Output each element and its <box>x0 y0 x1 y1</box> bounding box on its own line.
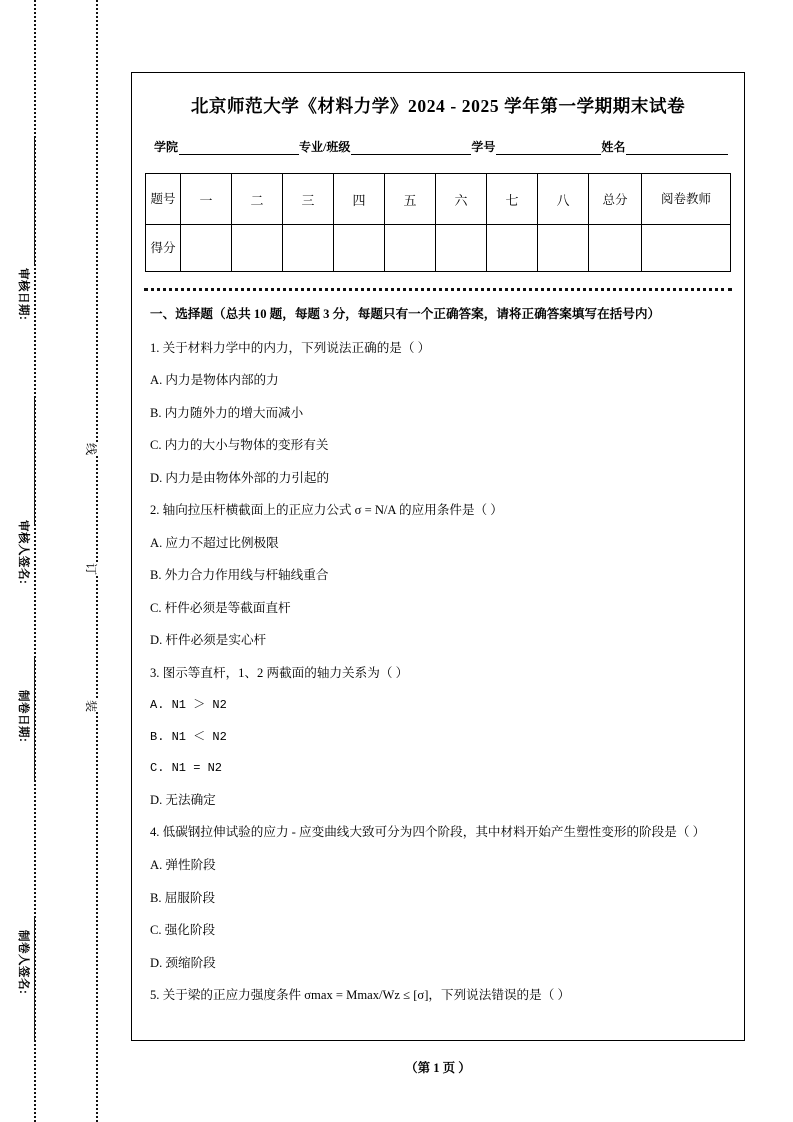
binding-margin <box>0 0 131 1122</box>
score-cell-6[interactable] <box>436 225 487 272</box>
question-2-option-c[interactable]: C. 杆件必须是等截面直杆 <box>150 600 291 615</box>
question-4-option-d[interactable]: D. 颈缩阶段 <box>150 955 216 970</box>
margin-rule-4 <box>34 916 35 1042</box>
section-divider <box>144 288 732 291</box>
section-heading-multiple-choice: 一、选择题（总共 10 题，每题 3 分，每题只有一个正确答案，请将正确答案填写在括号内） <box>150 307 661 321</box>
score-cell-8[interactable] <box>538 225 589 272</box>
score-cell-5[interactable] <box>385 225 436 272</box>
name-field[interactable] <box>626 141 728 155</box>
margin-label-compile-date: 制卷日期: <box>17 690 29 743</box>
exam-content <box>150 305 728 1006</box>
student-id-label: 学号 <box>471 140 496 154</box>
row-header-score: 得分 <box>146 225 181 272</box>
grading-teacher-cell[interactable] <box>642 225 731 272</box>
question-3-option-b[interactable]: B. N1 ＜ N2 <box>150 729 227 744</box>
margin-rule-1 <box>34 138 35 264</box>
table-row-question-numbers <box>146 174 731 225</box>
margin-label-review-date: 审核日期: <box>17 268 29 321</box>
question-col-8: 八 <box>538 174 589 225</box>
score-table <box>145 173 731 272</box>
college-label: 学院 <box>154 140 179 154</box>
table-row-scores <box>146 225 731 272</box>
page-title: 北京师范大学《材料力学》2024 - 2025 学年第一学期期末试卷 <box>190 96 686 116</box>
grading-teacher-header: 阅卷教师 <box>642 174 731 225</box>
total-score-cell[interactable] <box>589 225 642 272</box>
question-col-2: 二 <box>232 174 283 225</box>
question-1-option-c[interactable]: C. 内力的大小与物体的变形有关 <box>150 438 329 453</box>
margin-label-reviewer-signature: 审核人签名: <box>17 520 29 585</box>
question-1-option-d[interactable]: D. 内力是由物体外部的力引起的 <box>150 470 330 485</box>
question-4-option-c[interactable]: C. 强化阶段 <box>150 923 216 938</box>
question-2-stem: 2. 轴向拉压杆横截面上的正应力公式 σ = N/A 的应用条件是（ ） <box>150 503 503 518</box>
question-3-option-a[interactable]: A. N1 ＞ N2 <box>150 698 227 713</box>
score-cell-1[interactable] <box>181 225 232 272</box>
question-2-option-a[interactable]: A. 应力不超过比例极限 <box>150 535 279 550</box>
score-cell-2[interactable] <box>232 225 283 272</box>
score-cell-4[interactable] <box>334 225 385 272</box>
question-4-option-b[interactable]: B. 屈服阶段 <box>150 890 216 905</box>
question-2-option-b[interactable]: B. 外力合力作用线与杆轴线重合 <box>150 568 329 583</box>
margin-label-compiler-signature: 制卷人签名: <box>17 930 29 995</box>
question-col-6: 六 <box>436 174 487 225</box>
exam-paper-frame <box>131 72 745 1041</box>
question-3-option-d[interactable]: D. 无法确定 <box>150 792 216 807</box>
question-col-7: 七 <box>487 174 538 225</box>
inner-dotted-line <box>96 0 98 1122</box>
name-label: 姓名 <box>601 140 626 154</box>
question-col-4: 四 <box>334 174 385 225</box>
question-col-3: 三 <box>283 174 334 225</box>
question-2-option-d[interactable]: D. 杆件必须是实心杆 <box>150 633 267 648</box>
student-info-line <box>154 138 728 155</box>
score-cell-7[interactable] <box>487 225 538 272</box>
margin-rule-3 <box>34 656 35 782</box>
major-class-label: 专业/班级 <box>299 140 351 154</box>
question-1-option-b[interactable]: B. 内力随外力的增大而减小 <box>150 405 304 420</box>
question-1-stem: 1. 关于材料力学中的内力，下列说法正确的是（ ） <box>150 340 431 355</box>
student-id-field[interactable] <box>496 141 601 155</box>
margin-char-ding: 订 <box>81 563 102 575</box>
question-4-stem: 4. 低碳钢拉伸试验的应力 - 应变曲线大致可分为四个阶段，其中材料开始产生塑性变形的阶段是（ ） <box>150 825 706 840</box>
score-cell-3[interactable] <box>283 225 334 272</box>
margin-char-zhuang: 装 <box>81 700 102 712</box>
question-col-1: 一 <box>181 174 232 225</box>
major-class-field[interactable] <box>351 141 471 155</box>
question-1-option-a[interactable]: A. 内力是物体内部的力 <box>150 373 279 388</box>
margin-rule-2 <box>34 398 35 524</box>
question-4-option-a[interactable]: A. 弹性阶段 <box>150 858 216 872</box>
question-3-stem: 3. 图示等直杆，1、2 两截面的轴力关系为（ ） <box>150 665 409 680</box>
question-col-5: 五 <box>385 174 436 225</box>
question-3-option-c[interactable]: C. N1 = N2 <box>150 761 223 776</box>
question-5-stem: 5. 关于梁的正应力强度条件 σmax = Mmax/Wz ≤ [σ]，下列说法错误的是（ ） <box>150 988 571 1003</box>
page-number-footer: （第 1 页 ） <box>405 1061 471 1075</box>
margin-char-xian: 线 <box>81 443 102 455</box>
college-field[interactable] <box>179 141 299 155</box>
total-score-header: 总分 <box>589 174 642 225</box>
row-header-question-number: 题号 <box>146 174 181 225</box>
